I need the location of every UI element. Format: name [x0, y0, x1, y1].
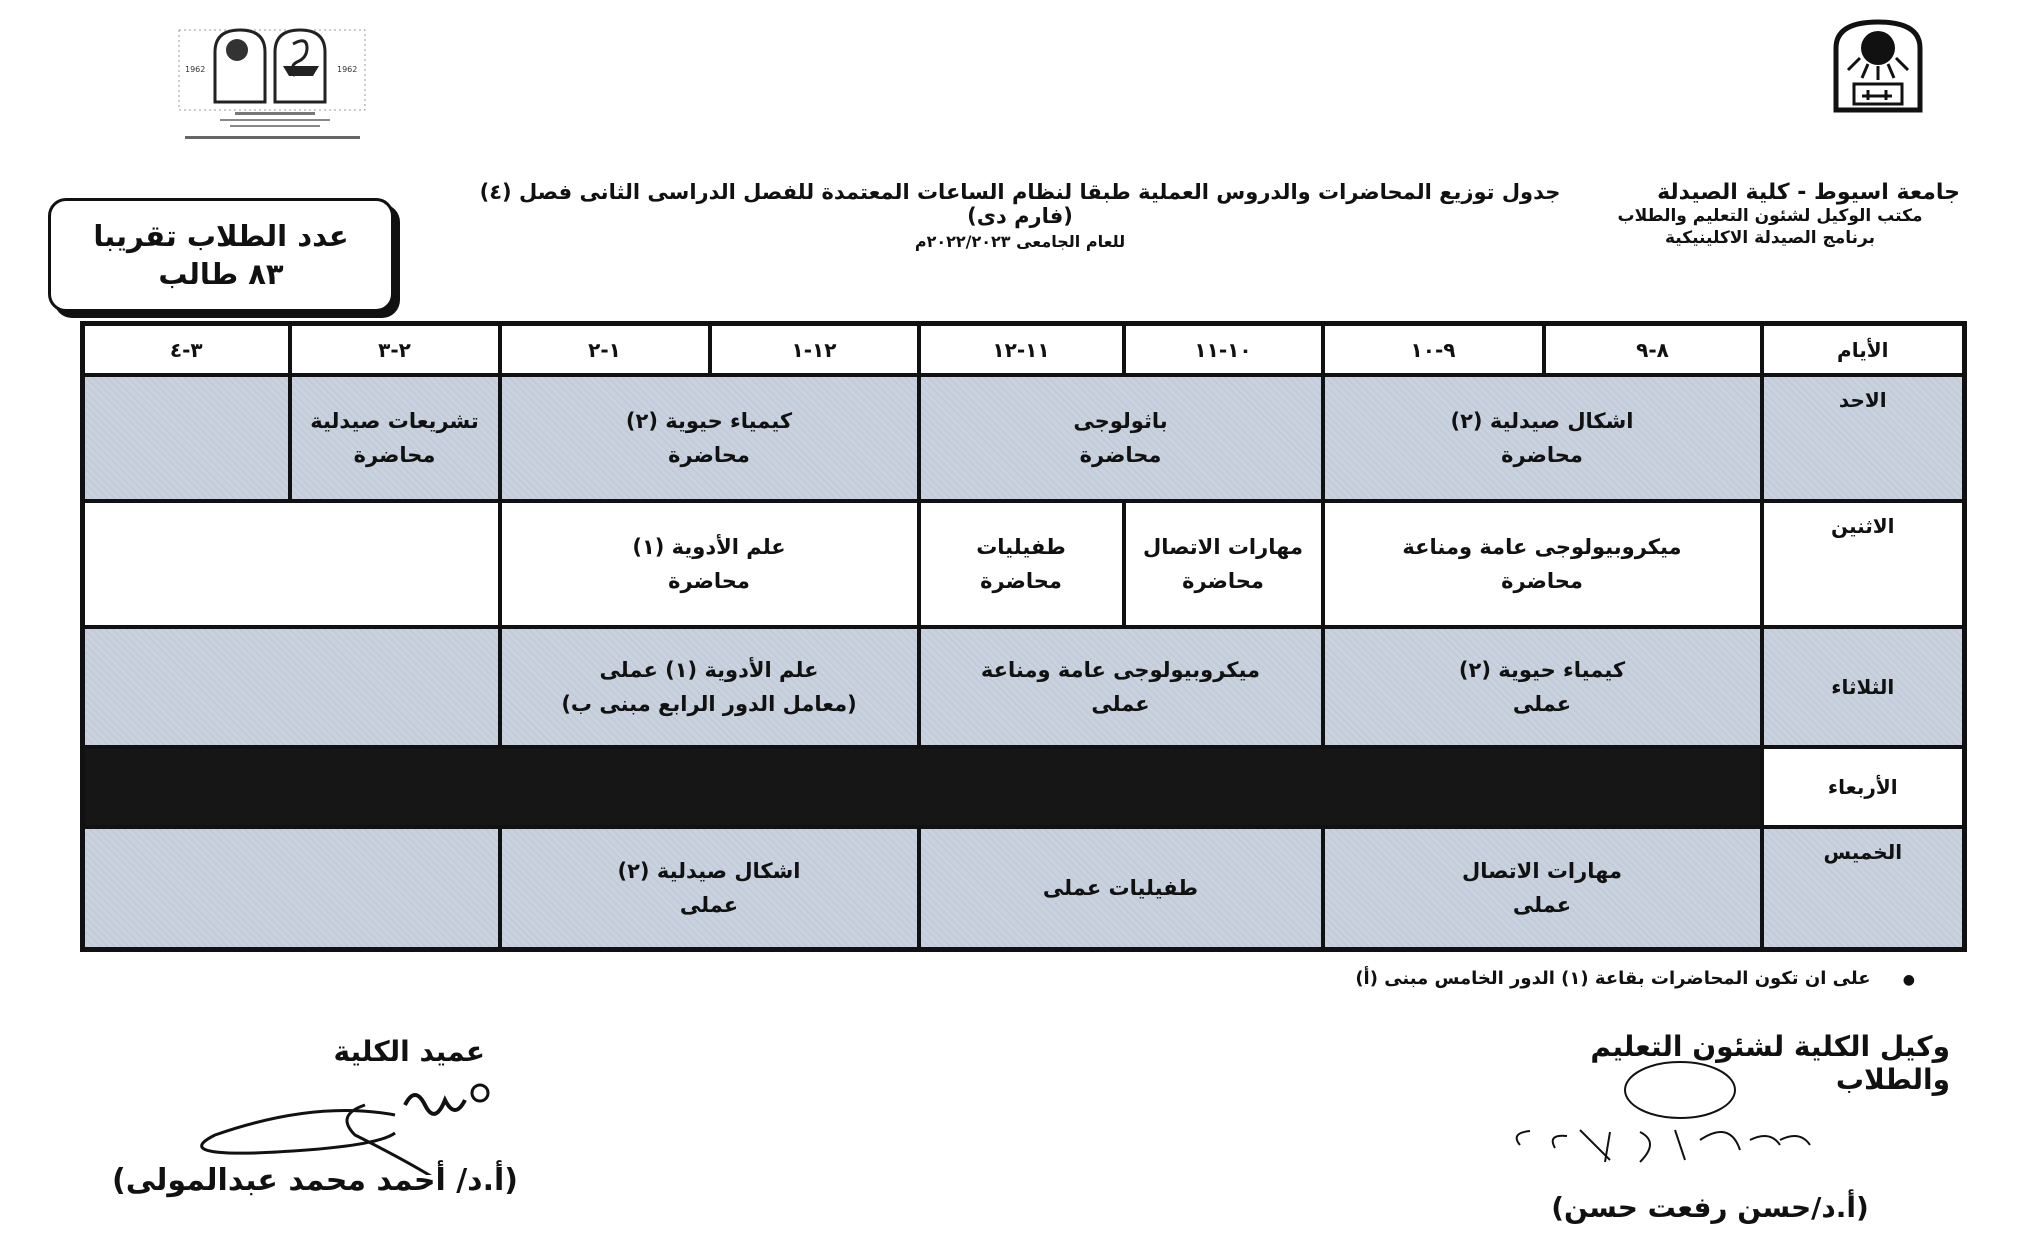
- slot-header: ٣-٤: [83, 324, 290, 376]
- session-type: محاضرة: [1501, 569, 1583, 593]
- institution-header: [1560, 180, 1980, 249]
- vice-dean-signature-block: [1470, 1030, 1950, 1224]
- empty-cell: [83, 501, 500, 627]
- course-title: كيمياء حيوية (٢): [1458, 658, 1626, 682]
- slot-header: ٨-٩: [1544, 324, 1762, 376]
- slot-header: ٩-١٠: [1323, 324, 1544, 376]
- course-title: علم الأدوية (١): [632, 535, 786, 559]
- session-type: عملى: [1512, 692, 1572, 716]
- university-name: جامعة اسيوط - كلية الصيدلة: [1657, 180, 1960, 205]
- slot-header: ١-٢: [500, 324, 710, 376]
- class-cell: [290, 375, 500, 501]
- day-label: الاثنين: [1762, 501, 1965, 627]
- dean-name: (أ.د/ أحمد محمد عبدالمولى): [112, 1163, 518, 1198]
- header-row: [83, 324, 1965, 376]
- session-type: محاضرة: [668, 443, 750, 467]
- course-title: ميكروبيولوجى عامة ومناعة: [1402, 535, 1682, 559]
- course-title: طفيليات: [976, 535, 1066, 559]
- course-title: تشريعات صيدلية: [310, 409, 479, 433]
- class-cell: [919, 375, 1323, 501]
- empty-cell: [83, 827, 500, 950]
- class-cell: [1323, 827, 1762, 950]
- empty-cell: [83, 627, 500, 747]
- session-type: محاضرة: [1079, 443, 1162, 467]
- academic-year: للعام الجامعى ٢٠٢٢/٢٠٢٣م: [914, 232, 1126, 251]
- handwritten-signature-icon: [1500, 1060, 1840, 1170]
- office-name: مكتب الوكيل لشئون التعليم والطلاب: [1617, 206, 1923, 226]
- row-monday: [83, 501, 1965, 627]
- session-type: محاضرة: [980, 569, 1062, 593]
- days-header: الأيام: [1762, 324, 1965, 376]
- empty-cell: [83, 375, 290, 501]
- vice-dean-name: (أ.د/حسن رفعت حسن): [1551, 1191, 1869, 1224]
- day-label: الأربعاء: [1762, 747, 1965, 827]
- handwritten-signature-icon: [165, 1075, 505, 1175]
- class-cell: [500, 501, 919, 627]
- dean-signature-block: [105, 1035, 525, 1198]
- faculty-of-pharmacy-logo: [175, 22, 370, 147]
- svg-text:1962: 1962: [337, 65, 358, 74]
- class-cell: [1323, 627, 1762, 747]
- lab-location: (معامل الدور الرابع مبنى ب): [561, 692, 857, 716]
- session-type: عملى: [1091, 692, 1150, 716]
- row-tuesday: [83, 627, 1965, 747]
- day-label: الاحد: [1762, 375, 1965, 501]
- footnote-text: على ان تكون المحاضرات بقاعة (١) الدور الخامس مبنى (أ): [1355, 968, 1871, 989]
- course-title: باثولوجى: [1073, 409, 1168, 433]
- footnote: [1355, 968, 1915, 989]
- slot-header: ١١-١٢: [919, 324, 1124, 376]
- session-type: عملى: [679, 893, 739, 917]
- dean-role: عميد الكلية: [333, 1035, 485, 1068]
- session-type: محاضرة: [1182, 569, 1264, 593]
- course-title: كيمياء حيوية (٢): [625, 409, 793, 433]
- session-type: محاضرة: [668, 569, 750, 593]
- course-title: ميكروبيولوجى عامة ومناعة: [980, 658, 1261, 682]
- bullet-icon: ●: [1902, 972, 1915, 988]
- session-type: محاضرة: [1501, 443, 1583, 467]
- day-label: الخميس: [1762, 827, 1965, 950]
- row-sunday: [83, 375, 1965, 501]
- vice-dean-role: وكيل الكلية لشئون التعليم والطلاب: [1590, 1030, 1950, 1096]
- svg-text:1962: 1962: [185, 65, 206, 74]
- class-cell: [500, 375, 919, 501]
- session-type: عملى: [1512, 893, 1572, 917]
- blocked-day-cell: [83, 747, 1762, 827]
- row-wednesday: [83, 747, 1965, 827]
- document-title: [470, 180, 1570, 251]
- class-cell: [919, 827, 1323, 950]
- class-cell: [500, 627, 919, 747]
- student-count-box: [48, 198, 394, 312]
- program-name: برنامج الصيدلة الاكلينيكية: [1664, 228, 1876, 248]
- schedule-table: [80, 321, 1967, 952]
- class-cell: [919, 627, 1323, 747]
- course-title: مهارات الاتصال: [1462, 859, 1622, 883]
- schedule-title: جدول توزيع المحاضرات والدروس العملية طبقا لنظام الساعات المعتمدة للفصل الدراسى الثانى فصل (٤) (فارم دى): [479, 180, 1561, 228]
- class-cell: [1124, 501, 1323, 627]
- student-count-text: عدد الطلاب تقريبا ٨٣ طالب: [93, 219, 349, 291]
- day-label: الثلاثاء: [1762, 627, 1965, 747]
- course-title: اشكال صيدلية (٢): [617, 859, 801, 883]
- session-type: محاضرة: [353, 443, 436, 467]
- slot-header: ١٠-١١: [1124, 324, 1323, 376]
- assiut-university-logo: [1828, 18, 1928, 118]
- row-thursday: [83, 827, 1965, 950]
- course-title: اشكال صيدلية (٢): [1450, 409, 1634, 433]
- slot-header: ٢-٣: [290, 324, 500, 376]
- class-cell: [500, 827, 919, 950]
- course-title: طفيليات عملى: [1042, 876, 1199, 900]
- class-cell: [1323, 501, 1762, 627]
- slot-header: ١٢-١: [710, 324, 919, 376]
- course-title: مهارات الاتصال: [1143, 535, 1303, 559]
- class-cell: [1323, 375, 1762, 501]
- course-title: علم الأدوية (١) عملى: [599, 658, 819, 682]
- class-cell: [919, 501, 1124, 627]
